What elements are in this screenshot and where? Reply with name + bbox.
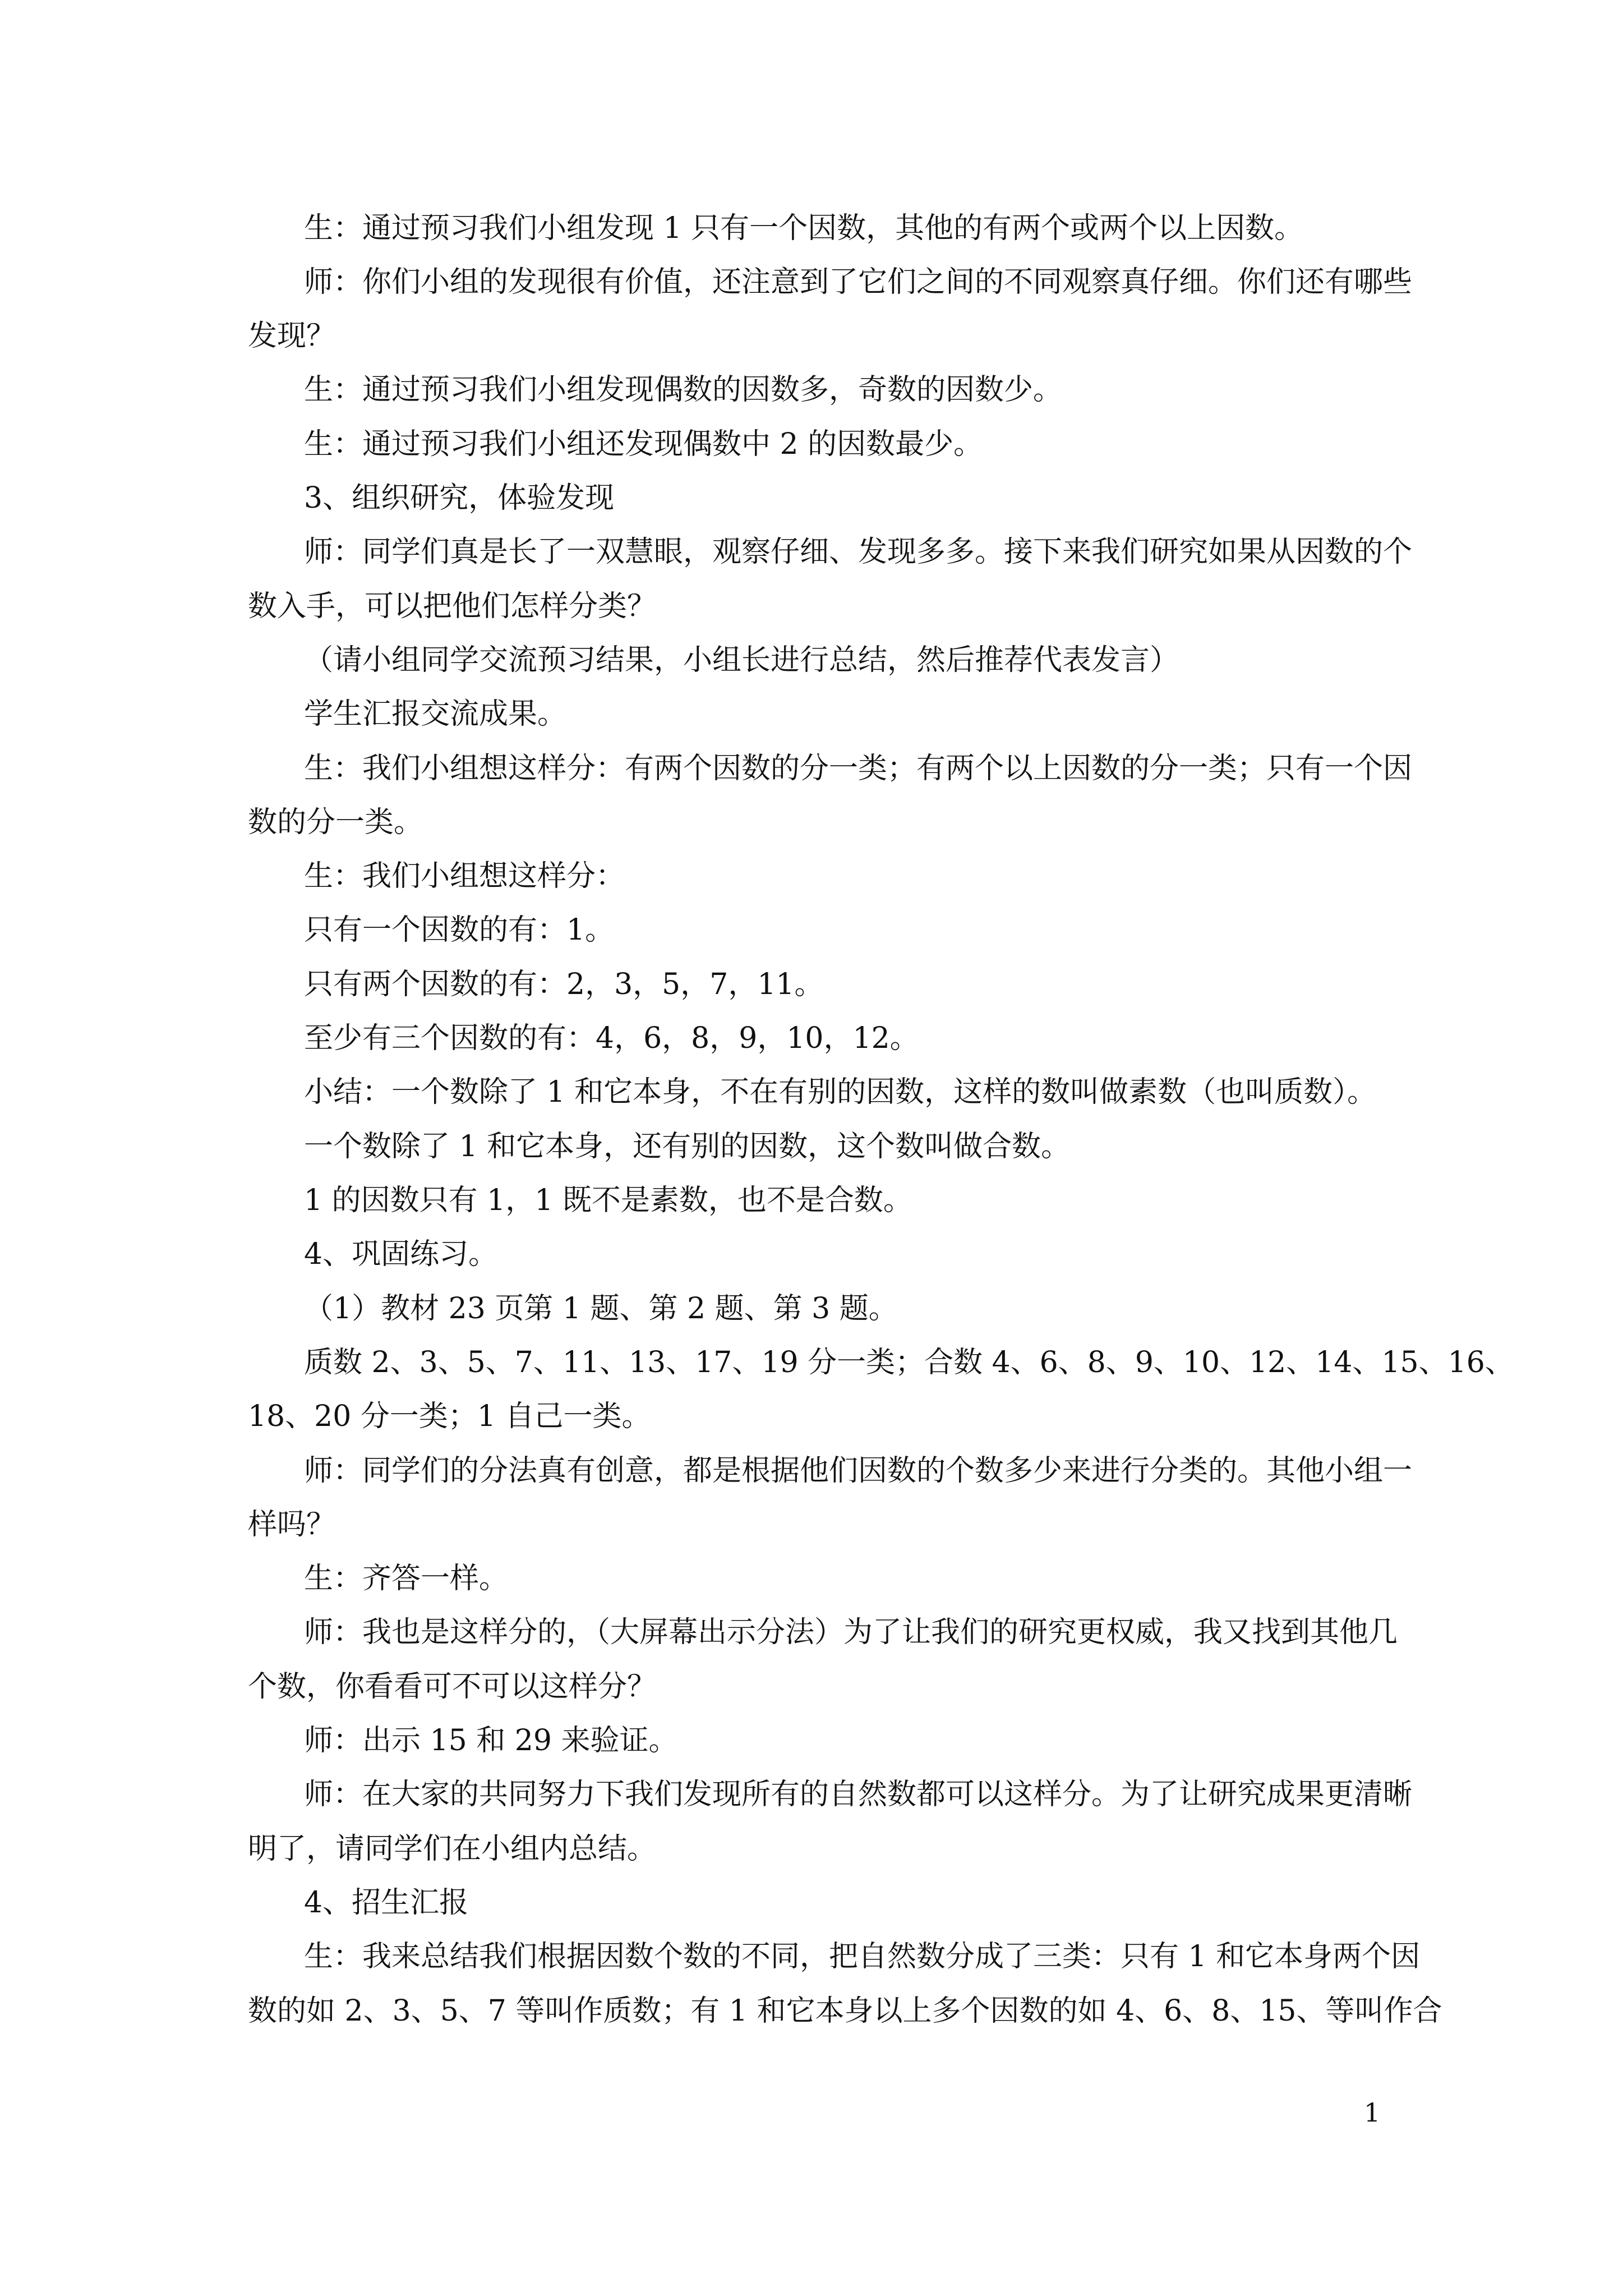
text-line: 师：同学们真是长了一双慧眼，观察仔细、发现多多。接下来我们研究如果从因数的个 xyxy=(304,535,1413,569)
text-line: 生：我们小组想这样分：有两个因数的分一类；有两个以上因数的分一类；只有一个因 xyxy=(304,752,1413,785)
text-line: 生：我来总结我们根据因数个数的不同，把自然数分成了三类：只有 1 和它本身两个因 xyxy=(304,1940,1421,1973)
text-line: 师：你们小组的发现很有价值，还注意到了它们之间的不同观察真仔细。你们还有哪些 xyxy=(304,265,1413,299)
text-line: （1）教材 23 页第 1 题、第 2 题、第 3 题。 xyxy=(304,1292,898,1326)
text-line: 个数，你看看可不可以这样分？ xyxy=(248,1670,657,1704)
text-line: 小结：一个数除了 1 和它本身，不在有别的因数，这样的数叫做素数（也叫质数）。 xyxy=(304,1075,1377,1109)
text-line: 发现？ xyxy=(248,319,336,353)
text-line: 生：我们小组想这样分： xyxy=(304,859,625,893)
text-line: 1 的因数只有 1，1 既不是素数，也不是合数。 xyxy=(304,1184,912,1217)
section-heading: 4、巩固练习。 xyxy=(304,1237,498,1271)
text-line: 至少有三个因数的有：4，6，8，9，10，12。 xyxy=(304,1022,919,1055)
text-line: 师：出示 15 和 29 来验证。 xyxy=(304,1724,678,1757)
text-line: 只有一个因数的有：1。 xyxy=(304,913,615,947)
text-line: 师：同学们的分法真有创意，都是根据他们因数的个数多少来进行分类的。其他小组一 xyxy=(304,1454,1413,1488)
text-line: 质数 2、3、5、7、11、13、17、19 分一类；合数 4、6、8、9、10、12、14、15、16、 xyxy=(304,1346,1514,1379)
text-line: 只有两个因数的有：2，3，5，7，11。 xyxy=(304,968,824,1001)
text-line: （请小组同学交流预习结果，小组长进行总结，然后推荐代表发言） xyxy=(304,643,1179,677)
text-line: 学生汇报交流成果。 xyxy=(304,697,567,731)
text-line: 师：我也是这样分的，（大屏幕出示分法）为了让我们的研究更权威，我又找到其他几 xyxy=(304,1616,1398,1649)
text-line: 明了，请同学们在小组内总结。 xyxy=(248,1832,657,1866)
text-line: 样吗？ xyxy=(248,1508,336,1542)
text-line: 18、20 分一类；1 自己一类。 xyxy=(248,1400,651,1433)
text-line: 生：齐答一样。 xyxy=(304,1562,509,1595)
text-line: 生：通过预习我们小组发现 1 只有一个因数，其他的有两个或两个以上因数。 xyxy=(304,211,1304,245)
section-heading: 4、招生汇报 xyxy=(304,1886,469,1920)
page-number: 1 xyxy=(1364,2097,1381,2128)
text-line: 生：通过预习我们小组还发现偶数中 2 的因数最少。 xyxy=(304,427,983,461)
text-line: 数的如 2、3、5、7 等叫作质数；有 1 和它本身以上多个因数的如 4、6、8、15、等叫作合 xyxy=(248,1994,1442,2028)
text-line: 数的分一类。 xyxy=(248,806,423,839)
section-heading: 3、组织研究，体验发现 xyxy=(304,481,615,515)
text-line: 数入手，可以把他们怎样分类？ xyxy=(248,590,657,623)
text-line: 生：通过预习我们小组发现偶数的因数多，奇数的因数少。 xyxy=(304,373,1063,407)
text-line: 师：在大家的共同努力下我们发现所有的自然数都可以这样分。为了让研究成果更清晰 xyxy=(304,1778,1413,1811)
text-line: 一个数除了 1 和它本身，还有别的因数，这个数叫做合数。 xyxy=(304,1130,1071,1163)
